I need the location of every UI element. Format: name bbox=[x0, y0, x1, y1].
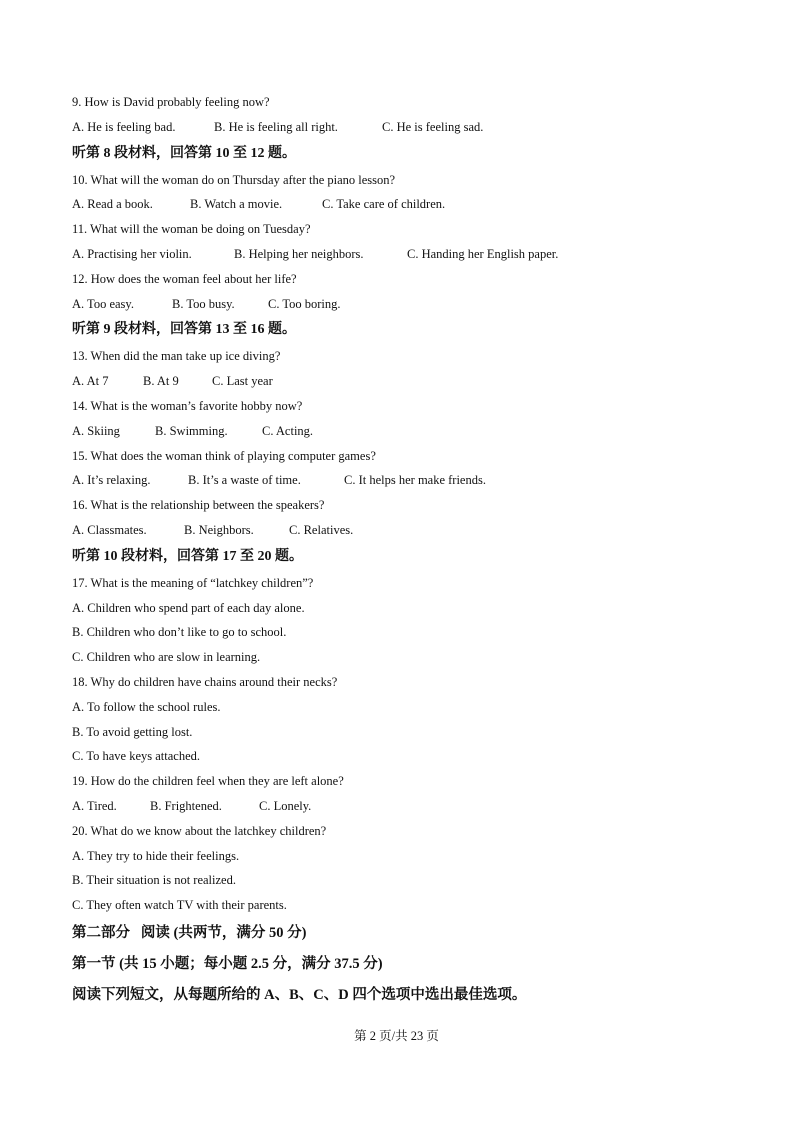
question-line: 9. How is David probably feeling now? bbox=[72, 95, 270, 109]
question-line: 17. What is the meaning of “latchkey children”? bbox=[72, 575, 314, 590]
answer-option: A. It’s relaxing. bbox=[72, 473, 151, 488]
question-line: B. Children who don’t like to go to school. bbox=[72, 625, 287, 640]
question-line: 10. What will the woman do on Thursday after the piano lesson? bbox=[72, 172, 396, 187]
answer-option: C. It helps her make friends. bbox=[344, 473, 486, 488]
options-row bbox=[72, 115, 732, 140]
answer-option: A. He is feeling bad. bbox=[72, 119, 176, 134]
options-row bbox=[72, 468, 732, 493]
answer-option: C. Acting. bbox=[262, 423, 314, 438]
answer-option: C. Too boring. bbox=[268, 296, 341, 311]
options-row bbox=[72, 369, 732, 394]
options-row bbox=[72, 518, 732, 543]
answer-option: C. He is feeling sad. bbox=[382, 119, 484, 134]
answer-option: A. Skiing bbox=[72, 423, 120, 438]
answer-option: B. Helping her neighbors. bbox=[234, 246, 364, 261]
question-line: 14. What is the woman’s favorite hobby now? bbox=[72, 398, 303, 413]
answer-option: C. Last year bbox=[212, 374, 273, 389]
options-row bbox=[72, 292, 732, 317]
answer-option: A. Practising her violin. bbox=[72, 246, 192, 261]
answer-option: A. At 7 bbox=[72, 374, 109, 389]
answer-option: C. Relatives. bbox=[289, 522, 354, 537]
question-line: 16. What is the relationship between the speakers? bbox=[72, 498, 325, 513]
question-line: 20. What do we know about the latchkey children? bbox=[72, 823, 327, 838]
options-row bbox=[72, 192, 732, 217]
question-line: C. Children who are slow in learning. bbox=[72, 650, 261, 665]
options-row bbox=[72, 794, 732, 819]
section-heading: 听第 9 段材料，回答第 13 至 16 题。 bbox=[72, 322, 296, 338]
answer-option: B. Too busy. bbox=[172, 296, 235, 311]
question-line: B. To avoid getting lost. bbox=[72, 724, 193, 739]
question-line: B. Their situation is not realized. bbox=[72, 873, 236, 888]
question-line: 15. What does the woman think of playing computer games? bbox=[72, 448, 376, 463]
question-line: 19. How do the children feel when they are left alone? bbox=[72, 774, 344, 789]
question-line: 12. How does the woman feel about her life? bbox=[72, 271, 297, 286]
part-heading: 阅读下列短文，从每题所给的 A、B、C、D 四个选项中选出最佳选项。 bbox=[72, 986, 527, 1003]
answer-option: B. He is feeling all right. bbox=[214, 119, 338, 134]
exam-page-body bbox=[72, 90, 732, 1011]
question-line: 18. Why do children have chains around their necks? bbox=[72, 674, 338, 689]
section-heading: 听第 8 段材料，回答第 10 至 12 题。 bbox=[72, 145, 296, 161]
page-footer: 第 2 页/共 23 页 bbox=[354, 1029, 439, 1043]
answer-option: B. Neighbors. bbox=[184, 522, 254, 537]
answer-option: C. Take care of children. bbox=[322, 197, 446, 212]
question-line: C. To have keys attached. bbox=[72, 749, 201, 764]
answer-option: B. It’s a waste of time. bbox=[188, 473, 301, 488]
answer-option: B. At 9 bbox=[143, 374, 179, 389]
answer-option: B. Frightened. bbox=[150, 798, 222, 813]
options-row bbox=[72, 419, 732, 444]
part-heading: 第二部分 阅读 (共两节，满分 50 分) bbox=[72, 924, 307, 941]
question-line: A. They try to hide their feelings. bbox=[72, 848, 240, 863]
answer-option: C. Lonely. bbox=[259, 798, 312, 813]
part-heading: 第一节 (共 15 小题；每小题 2.5 分，满分 37.5 分) bbox=[72, 955, 383, 972]
section-heading: 听第 10 段材料，回答第 17 至 20 题。 bbox=[72, 548, 303, 564]
answer-option: B. Swimming. bbox=[155, 423, 228, 438]
question-line: C. They often watch TV with their parents. bbox=[72, 898, 287, 913]
question-line: 11. What will the woman be doing on Tuesday? bbox=[72, 222, 311, 237]
answer-option: A. Too easy. bbox=[72, 296, 134, 311]
question-line: A. To follow the school rules. bbox=[72, 699, 221, 714]
options-row bbox=[72, 242, 732, 267]
question-line: A. Children who spend part of each day alone. bbox=[72, 600, 305, 615]
question-line: 13. When did the man take up ice diving? bbox=[72, 349, 281, 364]
answer-option: C. Handing her English paper. bbox=[407, 246, 559, 261]
answer-option: A. Classmates. bbox=[72, 522, 147, 537]
answer-option: A. Tired. bbox=[72, 798, 117, 813]
answer-option: A. Read a book. bbox=[72, 197, 153, 212]
answer-option: B. Watch a movie. bbox=[190, 197, 283, 212]
